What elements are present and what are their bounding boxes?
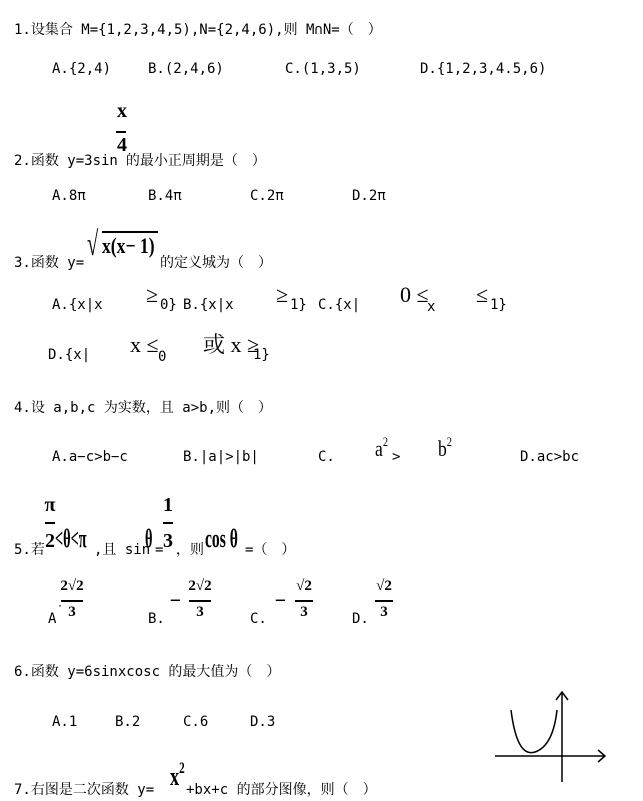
q3-option-d-post: 1}: [253, 347, 270, 363]
q2-stem: [14, 152, 266, 170]
q2-frac-num: x: [117, 100, 127, 122]
q5-frac-three: 3: [163, 530, 173, 552]
q3-stem-post: 的定义城为（ ）: [160, 255, 272, 271]
q5-pi-num: π: [44, 494, 56, 516]
q4-option-d: D.ac>bc: [520, 449, 580, 465]
q7-stem-post: +bx+c 的部分图像，则（ ）: [186, 782, 377, 798]
q3-sqrt-sign: √: [87, 226, 99, 263]
q2-option-a: A.8π: [52, 188, 86, 204]
q4-option-b: B.|a|>|b|: [183, 449, 259, 465]
q2-option-d: D.2π: [352, 188, 386, 204]
q3-radicand: x(x− 1): [102, 233, 155, 258]
q5-pi-den: 2: [45, 530, 55, 552]
q3-stem-pre: 3.函数 y=: [14, 255, 85, 271]
q4-option-c: C.: [318, 449, 335, 465]
q4-option-c-b: $b^2$: [438, 434, 452, 461]
q2-option-c: C.2π: [250, 188, 284, 204]
q5-frac-bar: [163, 522, 173, 524]
q3-option-c-pre: C.{x|: [318, 297, 361, 313]
q2-frac-den: 4: [117, 134, 127, 156]
q3-option-b-sym: ≥: [276, 282, 289, 307]
q5-theta-range: <θ<π: [55, 524, 87, 553]
q3-option-c-mid: 0 ≤: [400, 282, 429, 307]
q2-option-b: B.4π: [148, 188, 182, 204]
q5-option-b-sign: −: [170, 590, 181, 611]
q5-theta2: θ: [145, 524, 153, 553]
q5-option-a-den: 3: [68, 604, 76, 620]
q3-option-c-sym: ≤: [476, 282, 489, 307]
q5-stem-mid: ,且 sin: [94, 542, 151, 558]
q4-stem: 4.设 a,b,c 为实数，且 a>b,则（ ）: [14, 400, 273, 416]
q5-option-c-den: 3: [300, 604, 308, 620]
q5-option-c-sign: −: [275, 590, 286, 611]
q5-option-d-den: 3: [380, 604, 388, 620]
q3-option-c-x: x: [427, 299, 436, 315]
q5-option-a-bar: [61, 600, 83, 602]
q3-option-d-or: 或 x ≥: [203, 332, 260, 357]
q5-stem-post: =（ ）: [245, 542, 296, 558]
q5-option-a-num: 2√2: [60, 578, 84, 594]
q5-option-b-label: B.: [148, 611, 165, 627]
q3-option-c-post: 1}: [490, 297, 507, 313]
q6-option-c: C.6: [183, 714, 209, 730]
q3-option-d-pre: D.{x|: [48, 347, 91, 363]
q5-frac-one: 1: [163, 494, 173, 516]
q2-stem-pre: 2.函数 y=3sin: [14, 153, 118, 169]
q3-option-a-sym: ≥: [146, 282, 159, 307]
q5-option-c-bar: [295, 600, 313, 602]
q3-option-d-mid: x ≤: [130, 332, 159, 357]
q5-option-b-den: 3: [196, 604, 204, 620]
q6-stem: 6.函数 y=6sinxcosc 的最大值为（ ）: [14, 664, 281, 680]
q7-x-squared: $x^2$: [170, 760, 185, 791]
q5-option-a-label: A: [48, 611, 57, 627]
q5-pi-bar: [45, 522, 55, 524]
q4-option-c-a: $a^2$: [375, 434, 389, 461]
q1-option-b: B.(2,4,6): [148, 61, 224, 77]
q4-option-a: A.a−c>b−c: [52, 449, 128, 465]
q5-stem-then: ，则: [176, 542, 204, 558]
q5-option-d-num: √2: [376, 578, 392, 594]
q6-option-b: B.2: [115, 714, 141, 730]
q5-option-c-label: C.: [250, 611, 267, 627]
q1-option-c: C.(1,3,5): [285, 61, 361, 77]
q5-option-c-num: √2: [296, 578, 312, 594]
q5-stem-pre: 5.若: [14, 542, 45, 558]
q3-option-d-zero: 0: [158, 349, 167, 365]
q5-option-b-bar: [189, 600, 211, 602]
q4-option-c-gt: >: [392, 449, 401, 465]
q6-option-d: D.3: [250, 714, 276, 730]
q5-option-a-dot: ·: [57, 601, 64, 612]
q1-stem: 1.设集合 M={1,2,3,4,5),N={2,4,6),则 M∩N=（ ）: [14, 22, 382, 38]
q3-option-b-pre: B.{x|x: [183, 297, 234, 313]
q6-option-a: A.1: [52, 714, 78, 730]
q2-stem-post: 的最小正周期是（ ）: [125, 153, 266, 169]
q5-cos-theta: cos θ: [205, 524, 238, 553]
q1-option-a: A.{2,4): [52, 61, 112, 77]
q5-option-b-num: 2√2: [188, 578, 212, 594]
q5-eq: =: [155, 542, 164, 558]
q5-option-d-bar: [375, 600, 393, 602]
q3-option-a-pre: A.{x|x: [52, 297, 103, 313]
q5-option-d-label: D.: [352, 611, 369, 627]
q7-stem-pre: 7.右图是二次函数 y=: [14, 782, 155, 798]
q3-stem: [14, 254, 84, 272]
q1-option-d: D.{1,2,3,4.5,6): [420, 61, 547, 77]
q3-option-b-post: 1}: [290, 297, 307, 313]
q2-frac-bar: [116, 131, 126, 133]
q3-option-a-post: 0}: [160, 297, 177, 313]
parabola-graph: [495, 688, 610, 783]
parabola-curve: [511, 710, 557, 753]
